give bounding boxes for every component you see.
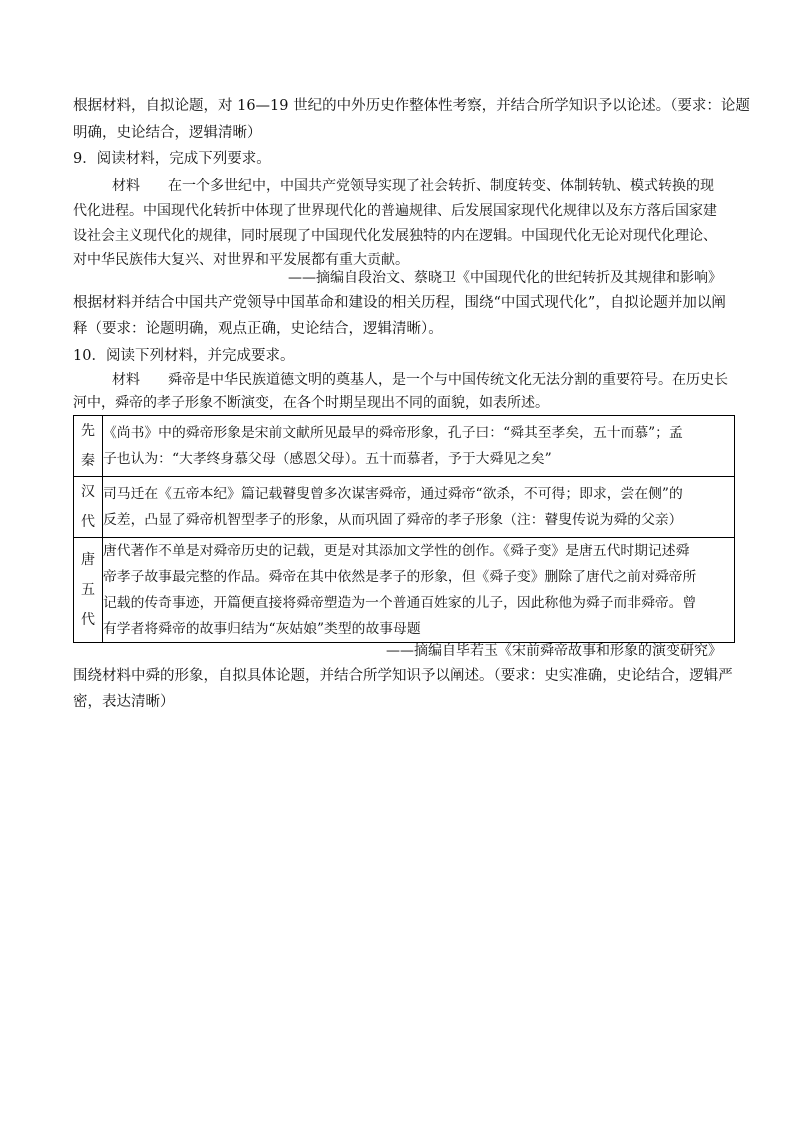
content-cell	[103, 538, 735, 643]
q9-source: ——摘编自段治文、蔡晓卫《中国现代化的世纪转折及其规律和影响》	[288, 270, 722, 286]
q9-task-line: 释（要求：论题明确，观点正确，史论结合，逻辑清晰）。	[73, 321, 443, 337]
q10-source: ——摘编自毕若玉《宋前舜帝故事和形象的演变研究》	[386, 643, 722, 659]
cell-line: 《尚书》中的舜帝形象是宋前文献所见最早的舜帝形象，孔子曰：“舜其至孝矣，五十而慕”；孟	[103, 425, 683, 441]
q9-material-line: 设社会主义现代化的规律，同时展现了中国现代化发展独特的内在逻辑。中国现代化无论对现代化理论、	[73, 228, 717, 244]
era-cell	[74, 416, 103, 477]
q10-heading: 10．阅读下列材料，并完成要求。	[73, 348, 295, 364]
content-cell	[103, 477, 735, 538]
era-char: 先	[81, 423, 95, 439]
cell-line: 反差，凸显了舜帝机智型孝子的形象，从而巩固了舜帝的孝子形象（注：瞽叟传说为舜的父亲）	[103, 512, 683, 528]
era-cell	[74, 477, 103, 538]
cell-line: 帝孝子故事最完整的作品。舜帝在其中依然是孝子的形象，但《舜子变》删除了唐代之前对舜帝所	[103, 569, 697, 585]
era-char: 汉	[81, 484, 95, 500]
cell-line: 记载的传奇事迹，开篇便直接将舜帝塑造为一个普通百姓家的儿子，因此称他为舜子而非舜帝。曾	[103, 595, 697, 611]
q9-heading: 9．阅读材料，完成下列要求。	[73, 151, 271, 167]
q10-task-line: 围绕材料中舜的形象，自拟具体论题，并结合所学知识予以阐述。（要求：史实准确，史论结合，逻辑严	[73, 668, 733, 684]
era-char: 代	[81, 514, 95, 530]
table-row	[74, 416, 735, 477]
q9-material-line: 对中华民族伟大复兴、对世界和平发展都有重大贡献。	[73, 252, 409, 268]
cell-line: 子也认为：“大孝终身慕父母（感恩父母）。五十而慕者，予于大舜见之矣”	[103, 451, 552, 467]
intro-line-2: 明确，史论结合，逻辑清晰）	[73, 125, 262, 141]
era-char: 唐	[81, 552, 95, 568]
q9-material-line: 材料 在一个多世纪中，中国共产党领导实现了社会转折、制度转变、体制转轨、模式转换的现	[112, 178, 714, 194]
intro-line-1: 根据材料，自拟论题，对 16—19 世纪的中外历史作整体性考察，并结合所学知识予以论述。（要求：论题	[73, 98, 750, 114]
table-row	[74, 538, 735, 643]
table-row	[74, 477, 735, 538]
q10-task-line: 密，表达清晰）	[73, 694, 175, 710]
era-char: 代	[81, 612, 95, 628]
cell-line: 有学者将舜帝的故事归结为“灰姑娘”类型的故事母题	[103, 621, 421, 637]
material-table	[73, 415, 735, 643]
era-cell	[74, 538, 103, 643]
q9-task-line: 根据材料并结合中国共产党领导中国革命和建设的相关历程，围绕“中国式现代化”，自拟论题并加以阐	[73, 295, 726, 311]
cell-line: 唐代著作不单是对舜帝历史的记载，更是对其添加文学性的创作。《舜子变》是唐五代时期记述舜	[103, 543, 690, 559]
cell-line: 司马迁在《五帝本纪》篇记载瞽叟曾多次谋害舜帝，通过舜帝“欲杀，不可得；即求，尝在侧”的	[103, 486, 683, 502]
era-char: 秦	[81, 453, 95, 469]
era-char: 五	[81, 582, 95, 598]
q10-material-line: 材料 舜帝是中华民族道德文明的奠基人，是一个与中国传统文化无法分割的重要符号。在历史长	[112, 372, 728, 388]
q9-material-line: 代化进程。中国现代化转折中体现了世界现代化的普遍规律、后发展国家现代化规律以及东方落后国家建	[73, 203, 717, 219]
content-cell	[103, 416, 735, 477]
q10-material-line: 河中，舜帝的孝子形象不断演变，在各个时期呈现出不同的面貌，如表所述。	[73, 395, 549, 411]
